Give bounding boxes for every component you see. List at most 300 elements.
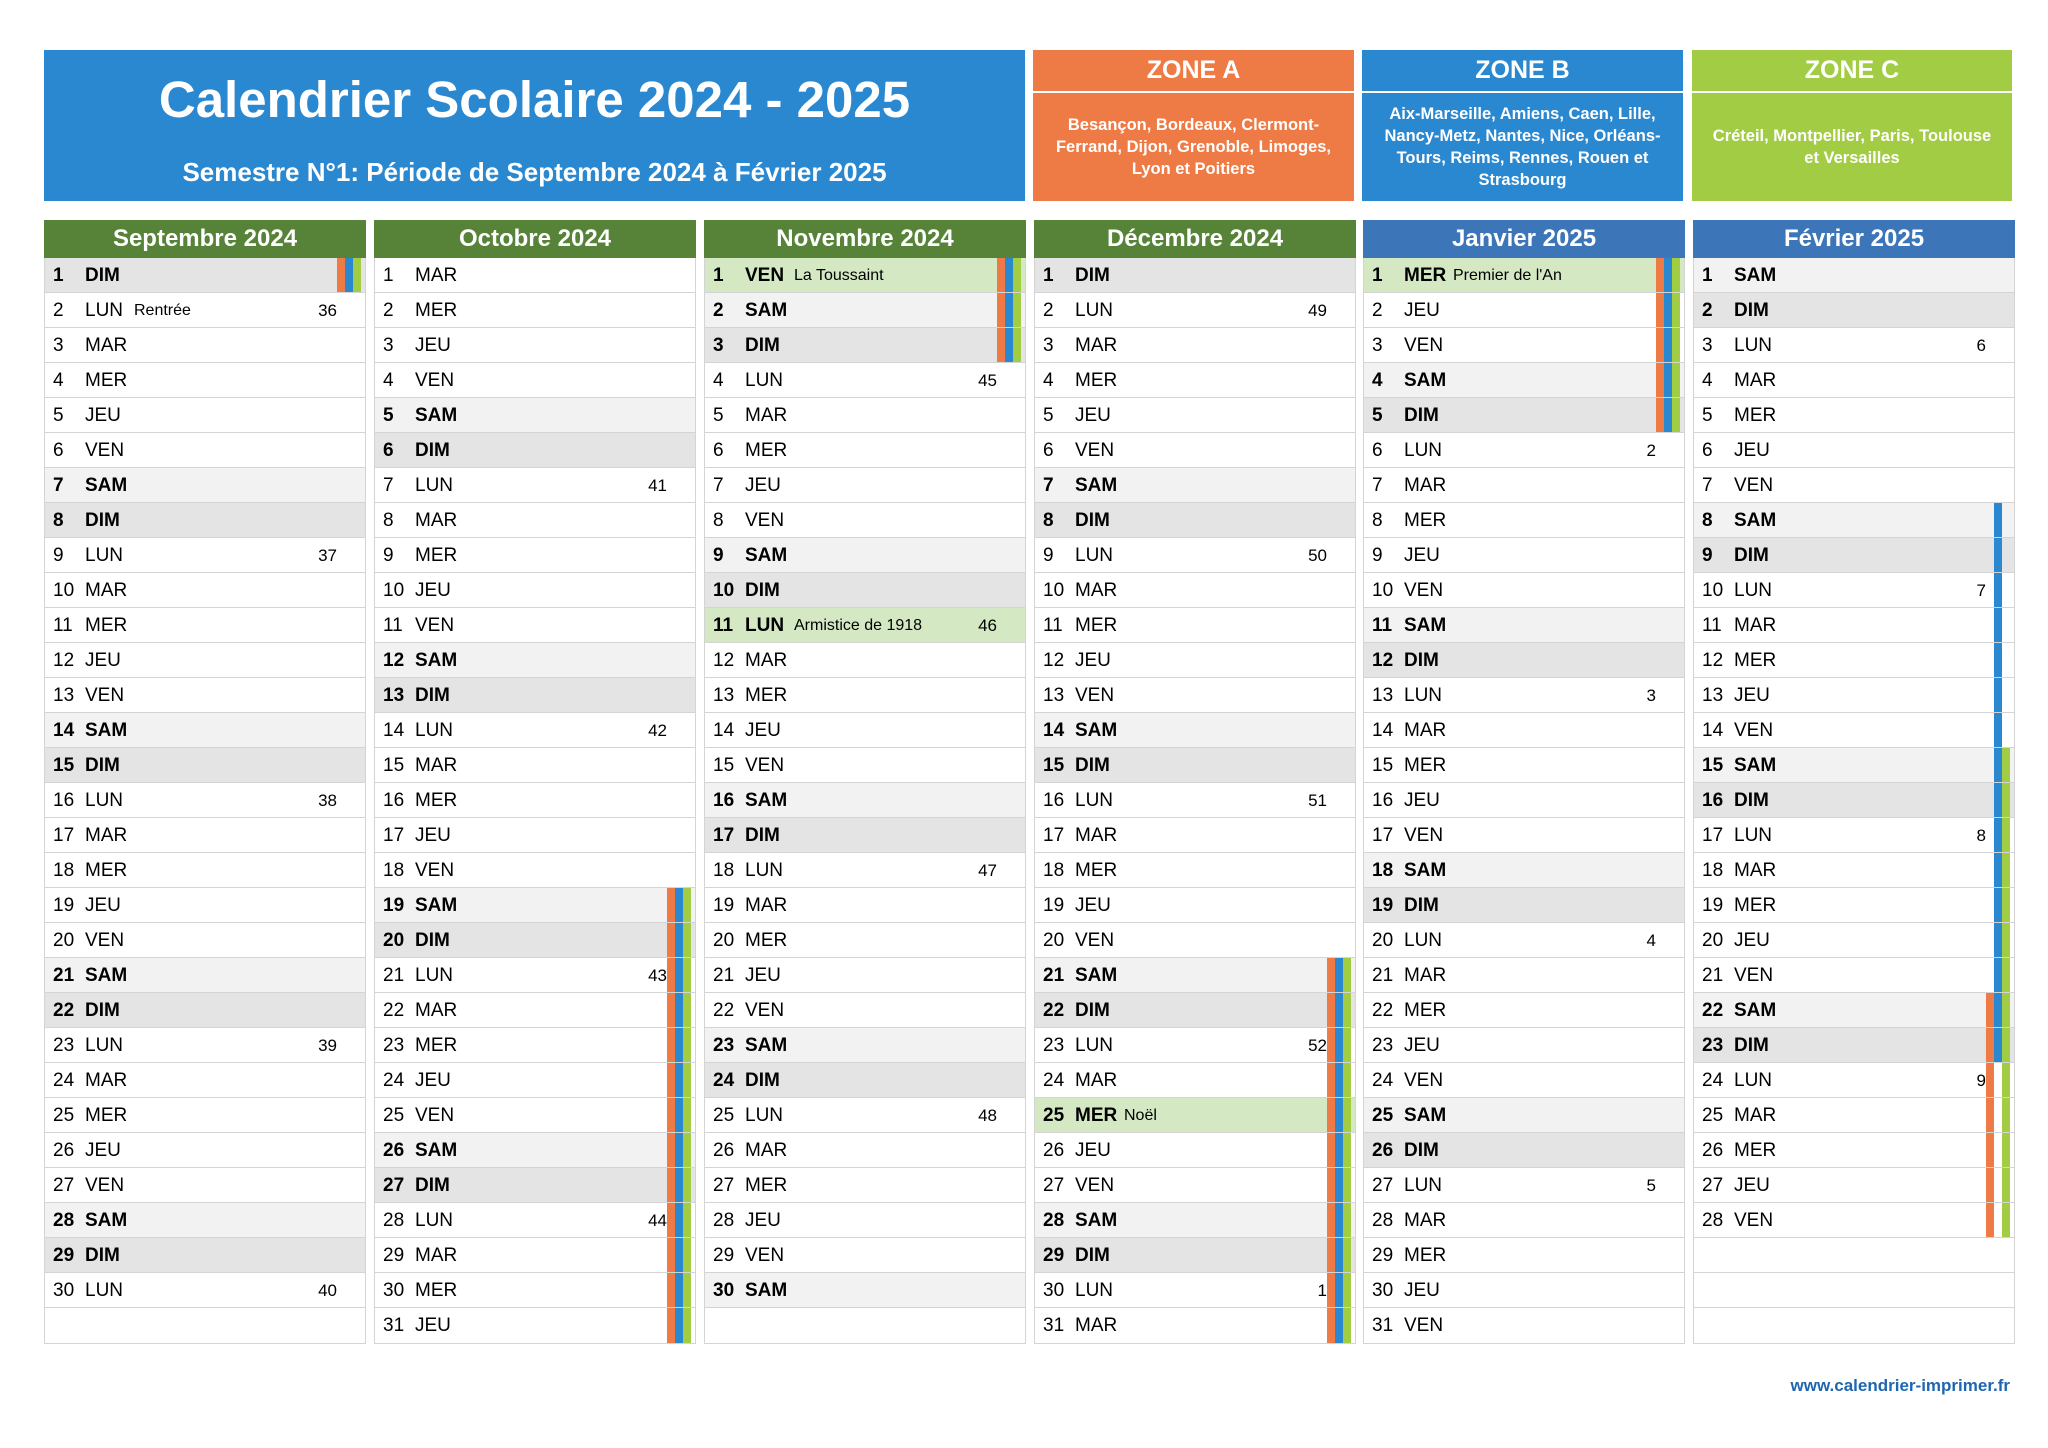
day-of-week: VEN [1404,1315,1444,1336]
day-of-week: DIM [1404,895,1439,916]
day-number: 1 [53,265,64,286]
day-row [705,993,1025,1028]
day-of-week: MAR [415,265,458,286]
day-of-week: VEN [1734,475,1774,496]
day-number: 11 [53,615,73,636]
day-row [45,293,365,328]
day-row [1694,573,2014,608]
vacation-bars [1656,398,1684,432]
vacation-bars [667,1308,695,1343]
day-of-week: MAR [745,1140,788,1161]
week-number: 45 [978,371,997,390]
day-number: 16 [713,790,735,811]
day-row [1364,643,1684,678]
day-row [375,433,695,468]
vacation-bar-zone-a [1986,1168,1994,1202]
vacation-bar-zone-a [667,993,675,1027]
vacation-bar-zone-a [667,958,675,992]
day-number: 9 [1702,545,1713,566]
day-of-week: VEN [415,615,455,636]
vacation-bar-zone-a [1327,1063,1335,1097]
day-number: 30 [713,1280,735,1301]
day-number: 27 [1043,1175,1065,1196]
empty-row [45,1308,365,1343]
month-days [44,258,366,1344]
day-of-week: JEU [1734,685,1770,706]
day-number: 17 [1702,825,1724,846]
day-number: 31 [383,1315,405,1336]
day-number: 9 [1043,545,1054,566]
day-number: 5 [1043,405,1054,426]
day-row [705,888,1025,923]
day-number: 20 [53,930,75,951]
vacation-bar-zone-a [667,888,675,922]
zone-b-cities: Aix-Marseille, Amiens, Caen, Lille, Nancy-Metz, Nantes, Nice, Orléans-Tours, Reims, Rennes, Rouen et Strasbourg [1384,105,1661,189]
day-number: 23 [1043,1035,1065,1056]
day-row [375,678,695,713]
day-number: 6 [713,440,724,461]
day-number: 10 [383,580,405,601]
day-number: 10 [1043,580,1065,601]
vacation-bars [667,1238,695,1272]
day-of-week: VEN [1404,580,1444,601]
day-number: 3 [53,335,64,356]
holiday-name: Rentrée [134,302,191,319]
day-number: 23 [383,1035,405,1056]
day-number: 13 [1043,685,1065,706]
vacation-bar-zone-b [1664,363,1672,397]
day-of-week: JEU [745,965,781,986]
day-row [1364,993,1684,1028]
day-number: 7 [1372,475,1383,496]
day-row [705,328,1025,363]
vacation-bar-zone-a [1327,1308,1335,1343]
day-row [1694,503,2014,538]
day-of-week: SAM [1075,720,1118,741]
zone-c-title: ZONE C [1692,50,2012,93]
day-row [375,468,695,503]
vacation-bars [1986,1063,2014,1097]
vacation-bars [1327,958,1355,992]
day-of-week: DIM [1075,1245,1110,1266]
vacation-bar-zone-a [667,1308,675,1343]
day-of-week: JEU [85,1140,121,1161]
day-row [1035,328,1355,363]
day-row [375,958,695,993]
day-number: 12 [383,650,405,671]
day-row [1035,748,1355,783]
week-number: 37 [318,546,337,565]
day-number: 10 [1372,580,1394,601]
vacation-bar-zone-b [1994,608,2002,642]
day-row [1694,258,2014,293]
day-of-week: MAR [415,510,458,531]
day-of-week: SAM [415,1140,458,1161]
vacation-bars [1986,748,2014,782]
day-number: 3 [1043,335,1054,356]
day-row [45,398,365,433]
day-of-week: MER [415,1280,458,1301]
day-row [45,888,365,923]
day-number: 23 [1702,1035,1724,1056]
day-row [1694,783,2014,818]
day-row [375,398,695,433]
day-of-week: LUN [415,475,454,496]
day-of-week: MAR [85,580,128,601]
week-number: 42 [648,721,667,740]
vacation-bars [1986,783,2014,817]
day-of-week: LUN [745,860,784,881]
day-row [1694,923,2014,958]
vacation-bar-zone-b [1994,993,2002,1027]
day-of-week: JEU [1404,1280,1440,1301]
vacation-bar-zone-c [1343,1098,1351,1132]
day-of-week: LUN [1404,685,1443,706]
day-number: 31 [1372,1315,1394,1336]
day-row [705,538,1025,573]
day-number: 25 [1043,1105,1065,1126]
day-row [705,818,1025,853]
day-of-week: VEN [745,755,785,776]
day-of-week: VEN [415,370,455,391]
day-of-week: VEN [1734,965,1774,986]
day-row [1364,468,1684,503]
week-number: 41 [648,476,667,495]
vacation-bar-zone-b [1994,678,2002,712]
holiday-name: La Toussaint [794,267,884,284]
day-number: 5 [383,405,394,426]
day-row [45,748,365,783]
vacation-bar-zone-b [1664,398,1672,432]
day-number: 22 [53,1000,75,1021]
day-row [1694,958,2014,993]
day-row [705,503,1025,538]
day-number: 27 [713,1175,735,1196]
day-row [1694,1133,2014,1168]
day-row [45,1133,365,1168]
month-column [44,220,366,1344]
day-number: 17 [713,825,735,846]
day-row [1694,993,2014,1028]
day-of-week: LUN [1075,1035,1114,1056]
month-column [1363,220,1685,1344]
day-of-week: MAR [415,1245,458,1266]
day-row [375,748,695,783]
vacation-bars [1327,1133,1355,1167]
vacation-bar-zone-b [1994,958,2002,992]
day-row [1694,608,2014,643]
day-row [375,1098,695,1133]
vacation-bar-zone-c [1343,1273,1351,1307]
day-of-week: VEN [85,1175,125,1196]
week-number: 47 [978,861,997,880]
day-row [705,433,1025,468]
day-row [705,1203,1025,1238]
day-number: 6 [1043,440,1054,461]
week-number: 36 [318,301,337,320]
day-row [1364,853,1684,888]
vacation-bars [1986,958,2014,992]
day-row [1364,1168,1684,1203]
week-number: 48 [978,1106,997,1125]
day-number: 28 [1372,1210,1394,1231]
day-of-week: LUN [85,790,124,811]
month-days [1693,258,2015,1344]
day-of-week: LUN [85,1035,124,1056]
day-of-week: MER [415,300,458,321]
vacation-bars [667,1028,695,1062]
vacation-bar-zone-c [1672,363,1680,397]
vacation-bar-zone-c [2002,783,2010,817]
day-number: 12 [713,650,735,671]
day-number: 29 [53,1245,75,1266]
day-of-week: JEU [85,650,121,671]
day-row [375,363,695,398]
day-number: 14 [713,720,735,741]
day-row [1035,853,1355,888]
day-of-week: JEU [745,1210,781,1231]
vacation-bar-zone-a [1327,1238,1335,1272]
vacation-bar-zone-b [1664,258,1672,292]
day-number: 24 [1702,1070,1724,1091]
day-number: 1 [1702,265,1713,286]
day-number: 1 [713,265,724,286]
vacation-bar-zone-c [1343,1203,1351,1237]
vacation-bar-zone-b [1005,328,1013,362]
day-number: 21 [1043,965,1065,986]
day-number: 25 [53,1105,75,1126]
day-of-week: LUN [1075,790,1114,811]
vacation-bar-zone-a [1656,398,1664,432]
day-row [705,608,1025,643]
day-number: 29 [1043,1245,1065,1266]
vacation-bars [1986,993,2014,1027]
day-of-week: DIM [1404,405,1439,426]
day-of-week: MAR [1734,615,1777,636]
week-number: 49 [1308,301,1327,320]
day-row [1364,1308,1684,1343]
day-of-week: JEU [1734,930,1770,951]
day-of-week: MAR [1075,825,1118,846]
day-number: 6 [383,440,394,461]
day-of-week: LUN [415,1210,454,1231]
day-of-week: LUN [745,370,784,391]
day-of-week: SAM [415,895,458,916]
vacation-bar-zone-b [1664,293,1672,327]
day-row [1035,1133,1355,1168]
day-number: 3 [1372,335,1383,356]
week-number: 38 [318,791,337,810]
day-of-week: MER [1734,650,1777,671]
day-of-week: SAM [745,300,788,321]
day-number: 1 [1043,265,1054,286]
day-of-week: DIM [85,1000,120,1021]
day-row [1364,1273,1684,1308]
day-row [1035,1238,1355,1273]
vacation-bar-zone-a [667,1028,675,1062]
day-row [1035,818,1355,853]
day-row [45,1028,365,1063]
day-row [705,958,1025,993]
vacation-bars [1986,888,2014,922]
vacation-bar-zone-c [1672,293,1680,327]
vacation-bar-zone-b [1335,1273,1343,1307]
vacation-bars [667,1203,695,1237]
day-number: 15 [1702,755,1724,776]
holiday-name: Noël [1124,1107,1157,1124]
day-of-week: MER [1075,860,1118,881]
day-of-week: JEU [1075,1140,1111,1161]
day-number: 15 [1043,755,1065,776]
day-of-week: JEU [415,1315,451,1336]
day-of-week: MER [745,1175,788,1196]
vacation-bar-zone-a [1327,1098,1335,1132]
day-number: 21 [1702,965,1724,986]
vacation-bar-zone-b [675,993,683,1027]
day-row [375,923,695,958]
vacation-bar-zone-c [2002,1203,2010,1237]
vacation-bar-zone-a [1327,1133,1335,1167]
day-number: 6 [1702,440,1713,461]
vacation-bars [1656,328,1684,362]
day-number: 3 [713,335,724,356]
vacation-bar-zone-c [683,1133,691,1167]
day-of-week: DIM [85,510,120,531]
holiday-name: Armistice de 1918 [794,617,923,634]
vacation-bar-zone-c [1343,1133,1351,1167]
day-of-week: MER [1075,615,1118,636]
day-row [375,1238,695,1273]
month-header: Janvier 2025 [1363,220,1685,258]
day-number: 18 [1043,860,1065,881]
day-row [375,258,695,293]
day-row [1694,1168,2014,1203]
day-row [1364,398,1684,433]
vacation-bar-zone-c [683,1203,691,1237]
vacation-bar-zone-b [675,1273,683,1307]
month-header: Février 2025 [1693,220,2015,258]
day-number: 2 [53,300,64,321]
day-number: 2 [383,300,394,321]
vacation-bar-zone-b [1335,1203,1343,1237]
day-row [375,538,695,573]
day-of-week: LUN [1734,1070,1773,1091]
day-row [1035,1308,1355,1343]
day-row [1364,1133,1684,1168]
day-row [1035,888,1355,923]
vacation-bar-zone-b [675,1238,683,1272]
day-of-week: JEU [1734,1175,1770,1196]
week-number: 3 [1646,686,1656,705]
day-row [705,398,1025,433]
day-row [375,503,695,538]
day-of-week: SAM [1075,965,1118,986]
vacation-bar-zone-b [675,1098,683,1132]
day-row [1364,818,1684,853]
day-of-week: VEN [1404,335,1444,356]
day-of-week: MER [1075,370,1118,391]
day-row [375,328,695,363]
day-of-week: SAM [85,965,128,986]
day-row [45,678,365,713]
footer-url[interactable]: www.calendrier-imprimer.fr [1790,1376,2010,1395]
vacation-bar-zone-a [337,258,345,292]
day-row [1035,433,1355,468]
day-number: 18 [1372,860,1394,881]
day-row [705,1168,1025,1203]
day-number: 12 [1043,650,1065,671]
vacation-bar-zone-b [1994,503,2002,537]
vacation-bar-zone-b [1994,713,2002,747]
day-number: 27 [1372,1175,1394,1196]
day-row [705,1063,1025,1098]
vacation-bar-zone-b [675,958,683,992]
vacation-bar-zone-c [683,1308,691,1343]
vacation-bars [667,1098,695,1132]
day-of-week: VEN [85,440,125,461]
vacation-bar-zone-b [675,1028,683,1062]
day-row [45,503,365,538]
day-number: 19 [53,895,75,916]
day-row [375,1273,695,1308]
day-row [1364,748,1684,783]
day-row [1364,678,1684,713]
day-row [45,608,365,643]
vacation-bar-zone-a [1986,1203,1994,1237]
vacation-bar-zone-b [1994,923,2002,957]
day-row [1694,1098,2014,1133]
vacation-bar-zone-c [2002,1133,2010,1167]
day-number: 30 [53,1280,75,1301]
vacation-bar-zone-a [1327,1203,1335,1237]
day-number: 21 [1372,965,1394,986]
day-number: 4 [713,370,724,391]
vacation-bar-zone-a [667,1063,675,1097]
day-of-week: SAM [745,1035,788,1056]
vacation-bar-zone-b [1335,958,1343,992]
day-of-week: VEN [1734,720,1774,741]
day-of-week: JEU [1404,790,1440,811]
day-number: 18 [1702,860,1724,881]
vacation-bars [667,1133,695,1167]
day-row [45,363,365,398]
vacation-bar-zone-c [1343,1308,1351,1343]
day-of-week: MER [415,545,458,566]
vacation-bars [997,328,1025,362]
day-of-week: JEU [1404,545,1440,566]
day-of-week: DIM [1075,510,1110,531]
vacation-bars [1986,643,2014,677]
day-of-week: MAR [1075,335,1118,356]
day-number: 13 [1702,685,1724,706]
vacation-bar-zone-c [1343,958,1351,992]
vacation-bar-zone-b [1994,1028,2002,1062]
day-of-week: MAR [85,1070,128,1091]
day-of-week: JEU [415,825,451,846]
vacation-bars [1986,1133,2014,1167]
empty-row [1694,1273,2014,1308]
day-of-week: DIM [1075,1000,1110,1021]
day-of-week: VEN [745,1000,785,1021]
day-row [375,818,695,853]
day-row [45,818,365,853]
vacation-bars [667,1168,695,1202]
day-number: 25 [1372,1105,1394,1126]
month-header: Novembre 2024 [704,220,1026,258]
month-column [1034,220,1356,1344]
day-of-week: DIM [745,825,780,846]
vacation-bar-zone-b [675,888,683,922]
